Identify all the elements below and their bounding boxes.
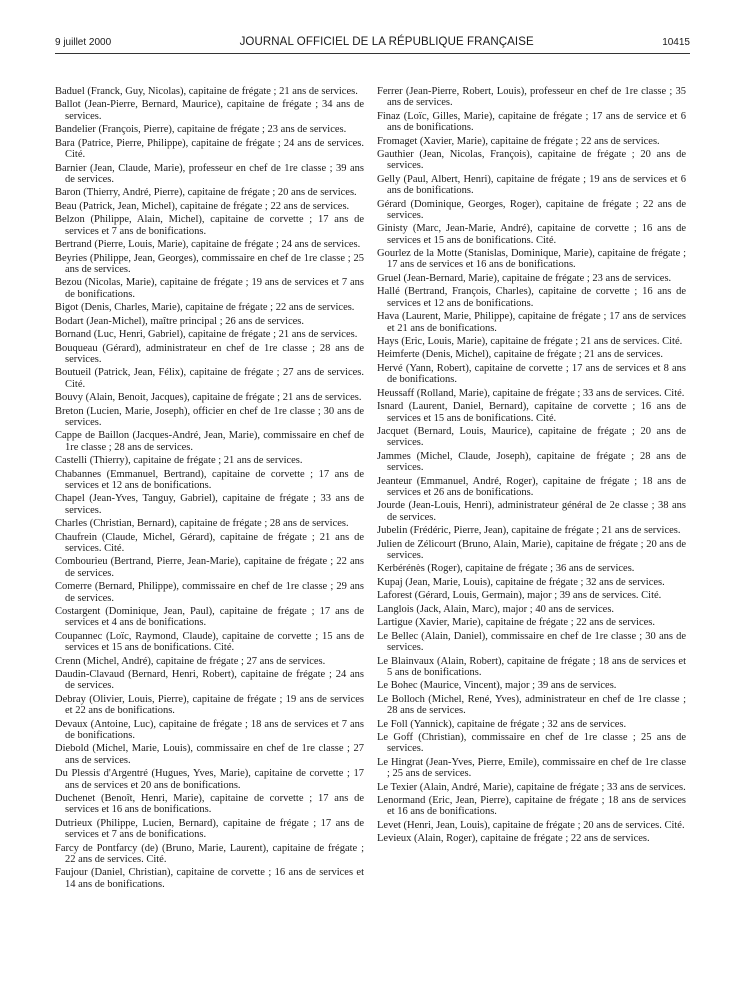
page-header [55,33,690,51]
list-entry: Chabannes (Emmanuel, Bertrand), capitaine de corvette ; 17 ans de services et 12 ans de bonifications. [55,468,364,491]
list-entry: Isnard (Laurent, Daniel, Bernard), capitaine de corvette ; 16 ans de services et 15 ans de bonifications. Cité. [377,401,686,424]
list-entry: Charles (Christian, Bernard), capitaine de frégate ; 28 ans de services. [55,518,349,530]
list-entry: Bouvy (Alain, Benoit, Jacques), capitaine de frégate ; 21 ans de services. [55,392,362,404]
list-entry: Ballot (Jean-Pierre, Bernard, Maurice), capitaine de frégate ; 34 ans de services. [55,99,364,122]
journal-title: JOURNAL OFFICIEL DE LA RÉPUBLIQUE FRANÇAISE [239,36,534,48]
list-entry: Ginisty (Marc, Jean-Marie, André), capitaine de corvette ; 16 ans de services et 15 ans de bonifications. Cité. [377,223,686,246]
list-entry: Combourieu (Bertrand, Pierre, Jean-Marie), capitaine de frégate ; 22 ans de services. [55,556,364,579]
list-entry: Le Foll (Yannick), capitaine de frégate ; 32 ans de services. [377,718,627,730]
list-entry: Le Bellec (Alain, Daniel), commissaire en chef de 1re classe ; 30 ans de services. [377,630,686,654]
list-entry: Chaufrein (Claude, Michel, Gérard), capitaine de frégate ; 21 ans de services. Cité. [55,531,364,554]
list-entry: Finaz (Loïc, Gilles, Marie), capitaine de frégate ; 17 ans de service et 6 ans de bonifications. [377,110,686,134]
list-entry: Hays (Eric, Louis, Marie), capitaine de frégate ; 21 ans de services. Cité. [377,336,683,347]
list-entry: Le Hingrat (Jean-Yves, Pierre, Emile), commissaire en chef de 1re classe ; 25 ans de services. [377,756,686,780]
list-entry: Lartigue (Xavier, Marie), capitaine de frégate ; 22 ans de services. [377,617,655,629]
header-date: 9 juillet 2000 [55,36,112,48]
list-entry: Le Goff (Christian), commissaire en chef de 1re classe ; 25 ans de services. [377,732,686,755]
list-entry: Bigot (Denis, Charles, Marie), capitaine de frégate ; 22 ans de services. [55,302,355,314]
list-entry: Dutrieux (Philippe, Lucien, Bernard), capitaine de frégate ; 17 ans de services et 7 ans de bonifications. [55,817,364,841]
list-entry: Chapel (Jean-Yves, Tanguy, Gabriel), capitaine de frégate ; 33 ans de services. [55,493,364,516]
list-entry: Gruel (Jean-Bernard, Marie), capitaine de frégate ; 23 ans de services. [377,272,672,284]
list-entry: Castelli (Thierry), capitaine de frégate ; 21 ans de services. [55,455,303,467]
list-entry: Baduel (Franck, Guy, Nicolas), capitaine de frégate ; 21 ans de services. [55,86,358,97]
list-entry: Devaux (Antoine, Luc), capitaine de frégate ; 18 ans de services et 7 ans de bonifications. [55,718,364,741]
list-entry: Cappe de Baillon (Jacques-André, Jean, Marie), commissaire en chef de 1re classe ; 28 ans de services. [55,430,364,453]
list-entry: Laforest (Gérard, Louis, Germain), major ; 39 ans de services. Cité. [377,590,662,602]
list-entry: Kupaj (Jean, Marie, Louis), capitaine de frégate ; 32 ans de services. [377,576,665,588]
list-entry: Jacquet (Bernard, Louis, Maurice), capitaine de frégate ; 20 ans de services. [377,426,686,449]
list-entry: Hallé (Bertrand, François, Charles), capitaine de corvette ; 16 ans de services et 12 ans de bonifications. [377,286,686,309]
list-entry: Debray (Olivier, Louis, Pierre), capitaine de frégate ; 19 ans de services et 22 ans de bonifications. [55,693,364,717]
list-entry: Fromaget (Xavier, Marie), capitaine de frégate ; 22 ans de services. [377,135,660,147]
list-entry: Beau (Patrick, Jean, Michel), capitaine de frégate ; 22 ans de services. [55,200,350,212]
list-entry: Kerbérénès (Roger), capitaine de frégate ; 36 ans de services. [377,563,635,575]
list-entry: Bornand (Luc, Henri, Gabriel), capitaine de frégate ; 21 ans de services. [55,329,358,341]
list-entry: Heussaff (Rolland, Marie), capitaine de frégate ; 33 ans de services. Cité. [377,387,685,399]
list-entry: Belzon (Philippe, Alain, Michel), capitaine de corvette ; 17 ans de services et 7 ans de bonifications. [55,214,364,237]
list-entry: Gauthier (Jean, Nicolas, François), capitaine de frégate ; 20 ans de services. [377,149,686,172]
list-entry: Beyries (Philippe, Jean, Georges), commissaire en chef de 1re classe ; 25 ans de services. [55,252,364,275]
list-entry: Gérard (Dominique, Georges, Roger), capitaine de frégate ; 22 ans de services. [377,198,686,221]
list-entry: Gelly (Paul, Albert, Henri), capitaine de frégate ; 19 ans de services et 6 ans de bonifications. [377,173,686,197]
list-entry: Crenn (Michel, André), capitaine de frégate ; 27 ans de services. [55,655,326,667]
list-entry: Gourlez de la Motte (Stanislas, Dominique, Marie), capitaine de frégate ; 17 ans de services et 16 ans de bonifications. [377,248,686,271]
list-entry: Costargent (Dominique, Jean, Paul), capitaine de frégate ; 17 ans de services et 4 ans de bonifications. [55,606,364,629]
list-entry: Levet (Henri, Jean, Louis), capitaine de frégate ; 20 ans de services. Cité. [377,819,685,831]
list-entry: Lenormand (Eric, Jean, Pierre), capitaine de frégate ; 18 ans de services et 16 ans de bonifications. [377,795,686,818]
list-entry: Barnier (Jean, Claude, Marie), professeur en chef de 1re classe ; 39 ans de services. [55,162,364,185]
list-entry: Daudin-Clavaud (Bernard, Henri, Robert), capitaine de frégate ; 24 ans de services. [55,669,364,692]
list-entry: Le Bohec (Maurice, Vincent), major ; 39 ans de services. [377,680,617,692]
list-entry: Du Plessis d'Argentré (Hugues, Yves, Marie), capitaine de corvette ; 17 ans de services et 20 ans de bonifications. [55,768,364,791]
list-entry: Faujour (Daniel, Christian), capitaine de corvette ; 16 ans de services et 14 ans de bonifications. [55,867,364,890]
list-entry: Jeanteur (Emmanuel, André, Roger), capitaine de frégate ; 18 ans de services et 26 ans de bonifications. [377,475,686,498]
list-entry: Langlois (Jack, Alain, Marc), major ; 40 ans de services. [377,603,615,615]
list-entry: Jubelin (Frédéric, Pierre, Jean), capitaine de frégate ; 21 ans de services. [377,525,681,537]
list-entry: Heimferte (Denis, Michel), capitaine de frégate ; 21 ans de services. [377,349,664,361]
list-entry: Hervé (Yann, Robert), capitaine de corvette ; 17 ans de services et 8 ans de bonifications. [377,362,686,386]
list-entry: Duchenet (Benoît, Henri, Marie), capitaine de corvette ; 17 ans de services et 16 ans de bonifications. [55,793,364,816]
list-entry: Bara (Patrice, Pierre, Philippe), capitaine de frégate ; 24 ans de services. Cité. [55,137,364,161]
list-entry: Bandelier (François, Pierre), capitaine de frégate ; 23 ans de services. [55,124,347,136]
list-entry: Julien de Zélicourt (Bruno, Alain, Marie), capitaine de frégate ; 20 ans de services. [377,538,686,561]
list-entry: Levieux (Alain, Roger), capitaine de frégate ; 22 ans de services. [377,833,650,845]
list-entry: Bertrand (Pierre, Louis, Marie), capitaine de frégate ; 24 ans de services. [55,239,361,251]
list-entry: Boutueil (Patrick, Jean, Félix), capitaine de frégate ; 27 ans de services. Cité. [55,367,364,390]
left-column [55,86,364,892]
list-entry: Bezou (Nicolas, Marie), capitaine de frégate ; 19 ans de services et 7 ans de bonifications. [55,277,364,300]
list-entry: Diebold (Michel, Marie, Louis), commissaire en chef de 1re classe ; 27 ans de services. [55,743,364,766]
list-entry: Breton (Lucien, Marie, Joseph), officier en chef de 1re classe ; 30 ans de services. [55,405,364,428]
list-entry: Jammes (Michel, Claude, Joseph), capitaine de frégate ; 28 ans de services. [377,450,686,474]
list-entry: Jourde (Jean-Louis, Henri), administrateur général de 2e classe ; 38 ans de services. [377,500,686,523]
list-entry: Bodart (Jean-Michel), maître principal ; 26 ans de services. [55,315,304,327]
list-entry: Comerre (Bernard, Philippe), commissaire en chef de 1re classe ; 29 ans de services. [55,581,364,604]
list-entry: Hava (Laurent, Marie, Philippe), capitaine de frégate ; 17 ans de services et 21 ans de bonifications. [377,311,686,334]
page-number: 10415 [662,36,690,48]
list-entry: Le Bolloch (Michel, René, Yves), administrateur en chef de 1re classe ; 28 ans de services. [377,693,686,717]
right-column [377,86,686,847]
list-entry: Baron (Thierry, André, Pierre), capitaine de frégate ; 20 ans de services. [55,187,357,199]
list-entry: Coupannec (Loïc, Raymond, Claude), capitaine de corvette ; 15 ans de services et 15 ans de bonifications. Cité. [55,630,364,654]
list-entry: Ferrer (Jean-Pierre, Robert, Louis), professeur en chef de 1re classe ; 35 ans de services. [377,86,686,109]
list-entry: Le Texier (Alain, André, Marie), capitaine de frégate ; 33 ans de services. [377,781,686,793]
list-entry: Le Blainvaux (Alain, Robert), capitaine de frégate ; 18 ans de services et 5 ans de bonifications. [377,655,686,678]
list-entry: Farcy de Pontfarcy (de) (Bruno, Marie, Laurent), capitaine de frégate ; 22 ans de services. Cité. [55,842,364,865]
list-entry: Bouqueau (Gérard), administrateur en chef de 1re classe ; 28 ans de services. [55,342,364,365]
header-rule [55,53,690,54]
